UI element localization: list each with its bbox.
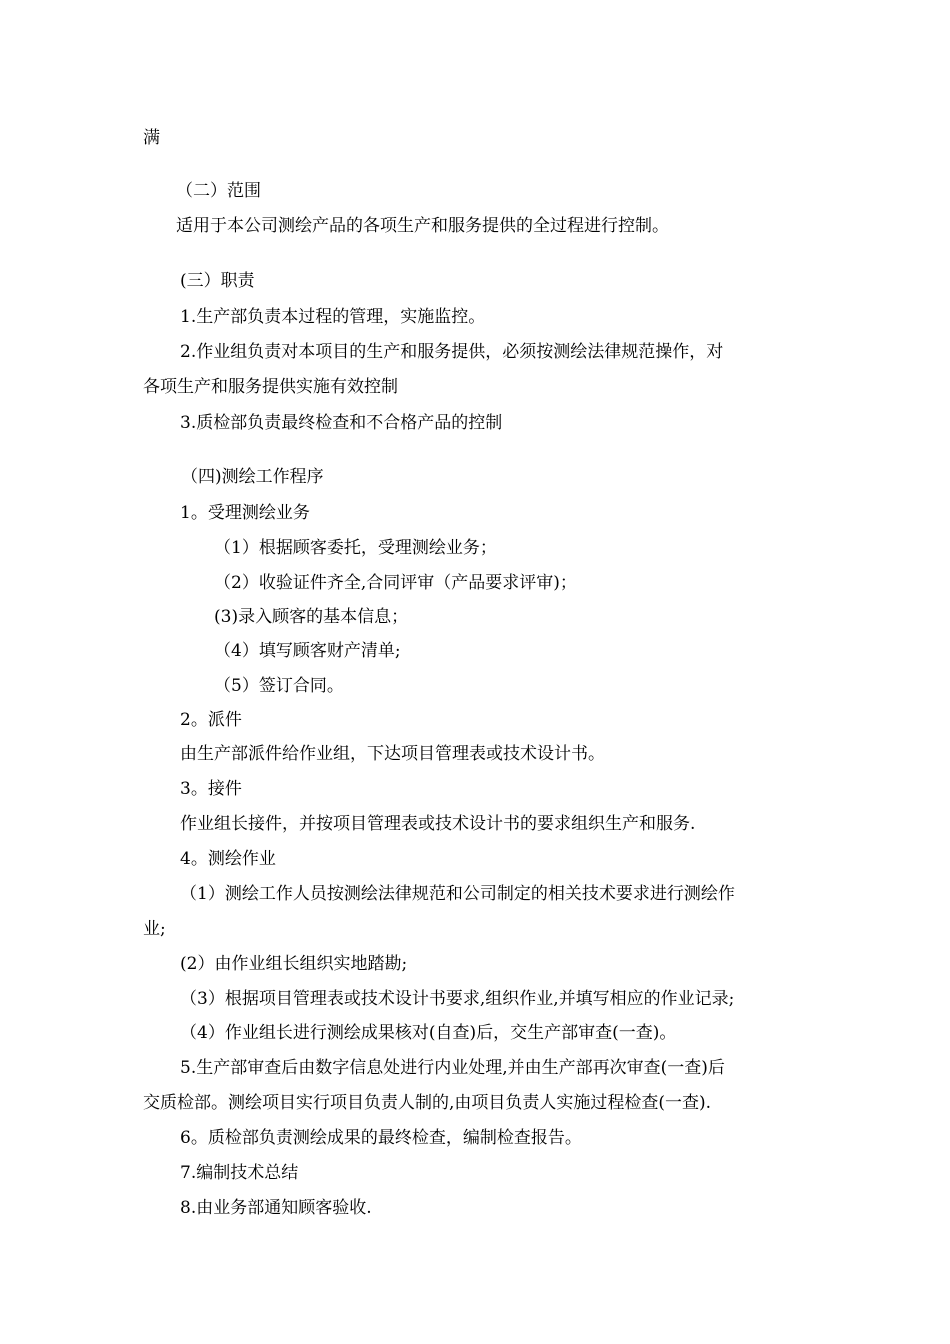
text-line: 8.由业务部通知顾客验收. [180, 1198, 372, 1218]
text-line: 由生产部派件给作业组，下达项目管理表或技术设计书。 [180, 744, 605, 764]
text-line: (3)录入顾客的基本信息； [214, 607, 409, 627]
text-line: 作业组长接件，并按项目管理表或技术设计书的要求组织生产和服务. [180, 814, 696, 834]
section-heading-duties: (三）职责 [180, 271, 255, 291]
text-line: 1.生产部负责本过程的管理，实施监控。 [180, 307, 486, 327]
text-line: （4）作业组长进行测绘成果核对(自查)后，交生产部审查(一查)。 [180, 1023, 677, 1043]
text-line: 5.生产部审查后由数字信息处进行内业处理,并由生产部再次审查(一查)后 [180, 1058, 725, 1078]
text-line: 3。接件 [180, 779, 242, 799]
section-heading-procedure: （四)测绘工作程序 [181, 467, 324, 487]
text-line: 适用于本公司测绘产品的各项生产和服务提供的全过程进行控制。 [176, 216, 669, 236]
text-line: 满 [143, 128, 160, 148]
text-line: （1）测绘工作人员按测绘法律规范和公司制定的相关技术要求进行测绘作 [180, 884, 735, 904]
text-line: 2。派件 [180, 710, 242, 730]
text-line: （5）签订合同。 [214, 676, 344, 696]
text-line: (2）由作业组长组织实地踏勘; [180, 954, 408, 974]
text-line: 7.编制技术总结 [180, 1163, 299, 1183]
section-heading-scope: （二）范围 [176, 181, 261, 201]
text-line: （3）根据项目管理表或技术设计书要求,组织作业,并填写相应的作业记录; [180, 989, 735, 1009]
text-line: （4）填写顾客财产清单; [214, 641, 401, 661]
text-line: 各项生产和服务提供实施有效控制 [143, 377, 398, 397]
text-line: 3.质检部负责最终检查和不合格产品的控制 [180, 413, 503, 433]
text-line: （1）根据顾客委托，受理测绘业务； [214, 538, 497, 558]
text-line: （2）收验证件齐全,合同评审（产品要求评审)； [214, 573, 577, 593]
text-line: 业; [143, 919, 166, 939]
text-line: 4。测绘作业 [180, 849, 276, 869]
text-line: 2.作业组负责对本项目的生产和服务提供，必须按测绘法律规范操作，对 [180, 342, 724, 362]
text-line: 1。受理测绘业务 [180, 503, 310, 523]
text-line: 6。质检部负责测绘成果的最终检查，编制检查报告。 [180, 1128, 582, 1148]
text-line: 交质检部。测绘项目实行项目负责人制的,由项目负责人实施过程检查(一查). [143, 1093, 712, 1113]
